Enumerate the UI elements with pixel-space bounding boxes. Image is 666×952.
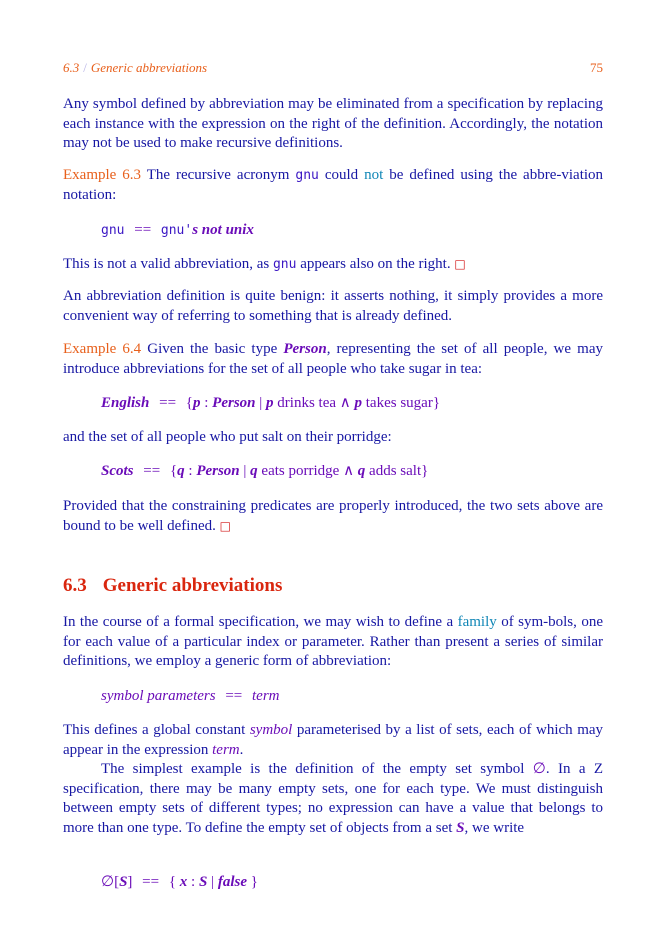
variable: q — [250, 463, 258, 479]
display-emptyset-definition — [101, 873, 601, 892]
brace: { — [168, 874, 177, 890]
paragraph-porridge — [63, 428, 603, 448]
paragraph-family — [63, 613, 603, 672]
bracket: ] — [127, 874, 133, 890]
and-symbol: ∧ — [339, 395, 351, 411]
section-title: Generic abbreviations — [102, 575, 283, 596]
brace: } — [432, 395, 441, 411]
example-text: The recursive acronym — [146, 167, 290, 183]
paragraph-text: and the set of all people who put salt on their porridge: — [63, 429, 392, 445]
highlight-not: not — [364, 167, 384, 183]
paragraph-well-defined — [63, 497, 603, 536]
variable: x — [179, 874, 188, 890]
bar: | — [243, 463, 247, 479]
colon: : — [204, 395, 209, 411]
variable: q — [357, 463, 366, 479]
variable: p — [193, 395, 201, 411]
type-person: Person — [212, 395, 256, 411]
display-generic-form — [101, 687, 601, 706]
predicate: adds salt — [369, 463, 422, 479]
set-variable: S — [198, 874, 208, 890]
symbol-word: symbol — [249, 722, 293, 738]
display-scots-definition — [101, 462, 601, 481]
paragraph-global-constant — [63, 721, 603, 760]
end-of-example-marker: □ — [454, 257, 466, 271]
bar: | — [211, 874, 215, 890]
example-text: Given the basic type — [147, 341, 278, 357]
code-gnu: gnu — [272, 257, 297, 272]
paragraph-benign — [63, 287, 603, 326]
example-text: could — [324, 167, 359, 183]
highlight-family: family — [457, 614, 497, 630]
set-name: English — [101, 395, 150, 411]
example-text: , representing the set of all people, we may introduce abbreviations for the set of all people who take sugar in tea: — [63, 341, 603, 377]
predicate: takes sugar — [365, 395, 433, 411]
paragraph-text: Any symbol defined by abbreviation may be eliminated from a specification by replacing each instance with the expression on the right of the definition. Accordingly, the notation may not be used to make recursive definitions. — [63, 96, 603, 151]
code-gnu: gnu — [295, 168, 319, 183]
brace: } — [421, 463, 429, 479]
abbrev-operator: == — [159, 395, 177, 411]
paragraph-text: This is not a valid abbreviation, as — [63, 256, 270, 272]
paragraph-text: The simplest example is the definition of the empty set symbol — [101, 761, 525, 777]
example-6-4 — [63, 340, 603, 379]
type-person: Person — [196, 463, 240, 479]
variable: p — [266, 395, 274, 411]
paragraph-text: of sym-bols, one for each value of a particular index or parameter. Rather than present a series of similar definitions, we employ a generic form of abbreviation: — [63, 614, 603, 669]
set-name: Scots — [101, 463, 134, 479]
paragraph-invalid — [63, 255, 603, 275]
variable: p — [354, 395, 362, 411]
predicate: eats porridge — [261, 463, 340, 479]
emptyset-symbol: ∅ — [101, 874, 115, 890]
abbrev-operator: == — [142, 874, 160, 890]
header-section-title: Generic abbreviations — [90, 60, 208, 75]
abbrev-operator: == — [143, 463, 161, 479]
example-text: be defined using the abbre-viation notation: — [63, 167, 604, 203]
paragraph-text: appears also on the right. — [300, 256, 451, 272]
paragraph-text: parameterised by a list of sets, each of which may appear in the expression — [63, 722, 604, 758]
emptyset-symbol: ∅ — [532, 761, 546, 777]
example-label: Example 6.3 — [63, 167, 142, 183]
code-gnu: gnu' — [160, 223, 193, 238]
display-gnu-definition — [101, 221, 601, 240]
running-header — [63, 60, 603, 78]
section-heading — [63, 575, 603, 597]
header-section-number: 6.3 — [63, 60, 80, 75]
type-person: Person — [283, 341, 327, 357]
parameters-word: parameters — [147, 688, 216, 704]
italic-text: s not unix — [192, 222, 254, 238]
term-word: term — [252, 688, 280, 704]
predicate: drinks tea — [277, 395, 337, 411]
paragraph-text: Provided that the constraining predicates are properly introduced, the two sets above are bound to be well defined. — [63, 498, 603, 534]
paragraph-empty-set — [63, 760, 603, 838]
term-word: term — [212, 741, 240, 758]
paragraph-recursive-note — [63, 95, 603, 154]
colon: : — [188, 463, 193, 479]
abbrev-operator: == — [134, 222, 152, 238]
variable: q — [177, 463, 185, 479]
example-label: Example 6.4 — [63, 341, 142, 357]
header-separator: / — [83, 60, 87, 75]
bar: | — [259, 395, 263, 411]
brace: { — [169, 463, 178, 479]
code-gnu: gnu — [101, 223, 125, 238]
page-number: 75 — [590, 60, 603, 75]
paragraph-text: , we write — [464, 819, 525, 836]
brace: } — [250, 874, 258, 890]
colon: : — [191, 874, 196, 890]
section-number: 6.3 — [63, 575, 87, 596]
and-symbol: ∧ — [343, 463, 355, 479]
paragraph-text: In the course of a formal specification, we may wish to define a — [63, 614, 454, 630]
paragraph-text: . — [239, 741, 244, 758]
set-variable: S — [119, 874, 128, 890]
example-6-3 — [63, 166, 603, 205]
abbrev-operator: == — [225, 688, 243, 704]
paragraph-text: An abbreviation definition is quite benign: it asserts nothing, it simply provides a more convenient way of referring to something that is already defined. — [63, 288, 603, 324]
paragraph-text: . In a Z specification, there may be many empty sets, one for each type. We must distinguish between empty sets of different types; no expression can have a value that belongs to more than one type. To define the empty set of objects from a set — [63, 761, 603, 836]
false-constant: false — [217, 874, 247, 890]
bracket: [ — [114, 874, 120, 890]
brace: { — [185, 395, 193, 411]
symbol-word: symbol — [101, 688, 144, 704]
paragraph-text: This defines a global constant — [63, 722, 246, 738]
set-variable: S — [456, 819, 465, 836]
display-english-definition — [101, 394, 601, 413]
end-of-example-marker: □ — [219, 518, 231, 533]
